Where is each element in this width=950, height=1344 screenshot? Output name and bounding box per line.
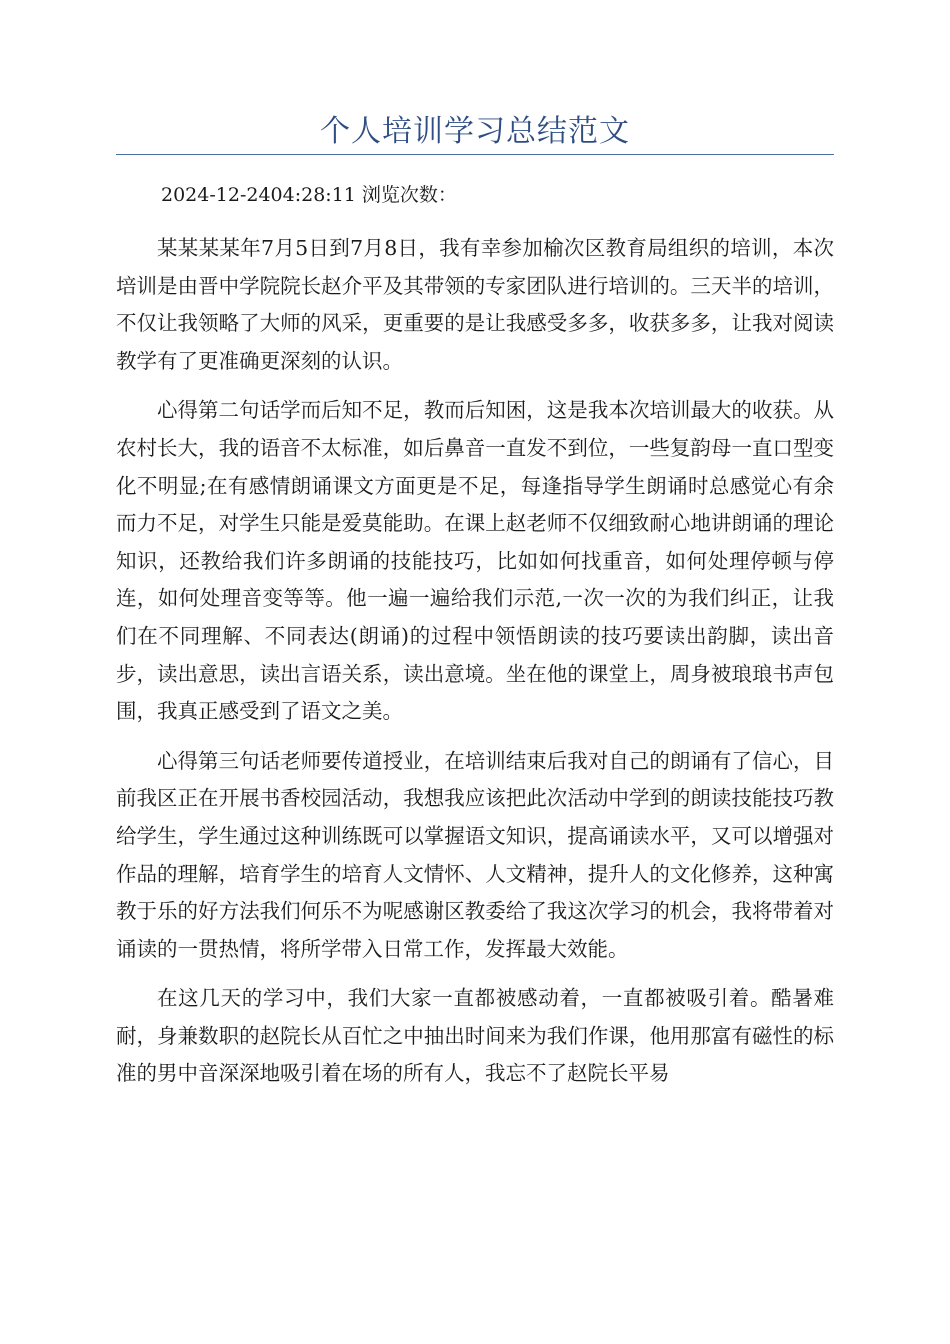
document-body	[116, 230, 834, 1105]
paragraph: 某某某某年7月5日到7月8日，我有幸参加榆次区教育局组织的培训，本次培训是由晋中学院院长赵介平及其带领的专家团队进行培训的。三天半的培训，不仅让我领略了大师的风采，更重要的是让我感受多多，收获多多，让我对阅读教学有了更准确更深刻的认识。	[116, 236, 834, 373]
title-underline	[116, 154, 834, 155]
document-title: 个人培训学习总结范文	[320, 114, 630, 149]
paragraph: 在这几天的学习中，我们大家一直都被感动着，一直都被吸引着。酷暑难耐，身兼数职的赵院长从百忙之中抽出时间来为我们作课，他用那富有磁性的标准的男中音深深地吸引着在场的所有人，我忘不了赵院长平易	[116, 986, 834, 1086]
date-and-views-line: 2024-12-2404:28:11 浏览次数：	[161, 184, 457, 206]
paragraph: 心得第二句话学而后知不足，教而后知困，这是我本次培训最大的收获。从农村长大，我的语音不太标准，如后鼻音一直发不到位，一些复韵母一直口型变化不明显;在有感情朗诵课文方面更是不足，每逢指导学生朗诵时总感觉心有余而力不足，对学生只能是爱莫能助。在课上赵老师不仅细致耐心地讲朗诵的理论知识，还教给我们许多朗诵的技能技巧，比如如何找重音，如何处理停顿与停连，如何处理音变等等。他一遍一遍给我们示范,一次一次的为我们纠正，让我们在不同理解、不同表达(朗诵)的过程中领悟朗读的技巧要读出韵脚，读出音步，读出意思，读出言语关系，读出意境。坐在他的课堂上，周身被琅琅书声包围，我真正感受到了语文之美。	[116, 398, 834, 724]
paragraph: 心得第三句话老师要传道授业，在培训结束后我对自己的朗诵有了信心，目前我区正在开展书香校园活动，我想我应该把此次活动中学到的朗读技能技巧教给学生，学生通过这种训练既可以掌握语文知识，提高诵读水平，又可以增强对作品的理解，培育学生的培育人文情怀、人文精神，提升人的文化修养，这种寓教于乐的好方法我们何乐不为呢感谢区教委给了我这次学习的机会，我将带着对诵读的一贯热情，将所学带入日常工作，发挥最大效能。	[116, 748, 834, 961]
